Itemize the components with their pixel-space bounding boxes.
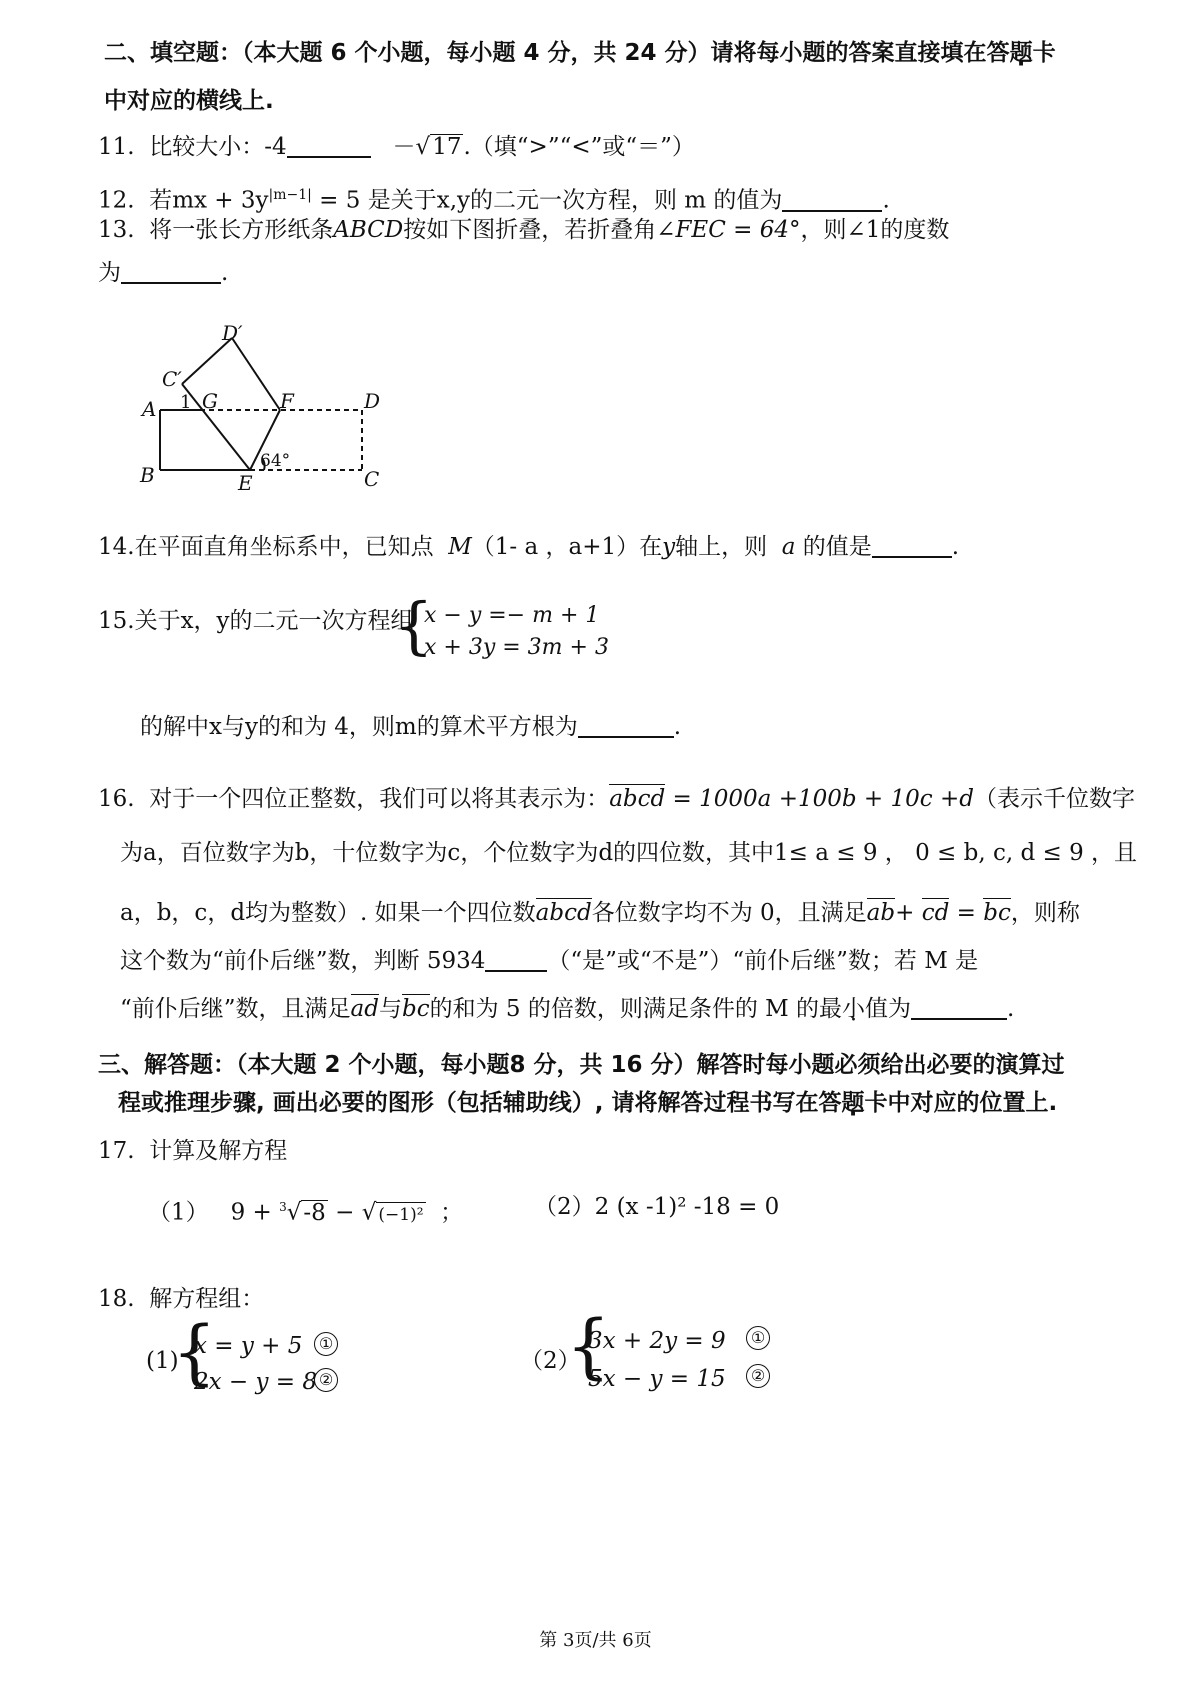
q14-text4: 的值是	[802, 534, 872, 560]
q14-y: y	[662, 534, 676, 560]
folded-paper-figure	[130, 320, 400, 500]
q16-text5d: 为	[888, 996, 912, 1022]
q14-text3: 轴上，则	[675, 534, 768, 560]
q14-text2: 在	[639, 534, 663, 560]
question-16-line2: 为a，百位数字为b，十位数字为c，个位数字为d的四位数，其中1≤ a ≤ 9 ， 0 ≤ b, c, d ≤ 9 ，且	[120, 840, 1138, 866]
q11-number: 11.	[98, 134, 135, 160]
q15-equation-1: x − y =− m + 1	[424, 603, 600, 628]
label-D-prime: D′	[222, 321, 243, 345]
q11-tail: .（填“>”“<”或“＝”）	[463, 134, 695, 160]
q16-ad: ad	[350, 996, 379, 1022]
question-16-line1	[98, 784, 1135, 814]
q16-text5c: 的和为 5 的倍数，则满足条件的 M 的	[429, 996, 820, 1022]
q13-line2: 为	[98, 260, 121, 286]
q16-text4b: （“是”或“不是”）“前仆后继”数；若 M 是	[547, 948, 979, 974]
q17-part2	[534, 1192, 779, 1222]
q12-pre: 若	[149, 187, 173, 214]
q17-cube-radicand: -8	[303, 1199, 326, 1226]
q18-part1-label: (1)	[146, 1348, 179, 1374]
label-angle-1: 1	[180, 392, 192, 413]
question-11	[98, 132, 695, 162]
q12-number: 12.	[98, 187, 135, 214]
q18-s2-equation-1: 3x + 2y = 9	[588, 1328, 726, 1354]
question-16-line5	[120, 994, 1014, 1024]
q17-part1-a: 9 +	[230, 1199, 280, 1226]
q16-text5a: “前仆后继”数，且满足	[120, 996, 351, 1022]
q16-end: .	[1007, 996, 1015, 1022]
q12-text: 是关于x,y的二元一次方程，则 m 的值为	[367, 187, 783, 214]
q11-answer-blank[interactable]	[287, 134, 371, 158]
section3-heading-text2: 中对应的位置上.	[887, 1090, 1058, 1116]
q13-text4: 的度数	[880, 217, 950, 243]
q14-coordinates: （1- a ，a+1）	[471, 534, 640, 560]
q13-angle1: ∠1	[846, 217, 881, 243]
q16-bc-2: bc	[401, 996, 430, 1022]
q16-equals: =	[949, 900, 984, 926]
q17-part1-label: （1）	[148, 1199, 209, 1226]
sqrt-icon: √	[415, 134, 431, 160]
q15-end: .	[673, 714, 682, 740]
page-footer: 第 3页/共 6页	[539, 1630, 652, 1651]
label-B: B	[140, 463, 155, 487]
q17-part1-end: ；	[440, 1199, 464, 1226]
q16-answer-blank-1[interactable]	[485, 948, 547, 972]
question-13-line2	[98, 258, 228, 288]
question-18	[98, 1284, 264, 1314]
cube-root-icon: √	[286, 1199, 302, 1226]
q13-angle: ∠FEC = 64°	[656, 217, 801, 243]
q14-number: 14.	[98, 534, 135, 560]
q13-text3: ，则	[800, 217, 847, 243]
brace-icon: {	[172, 1311, 217, 1393]
q18-title: 解方程组：	[149, 1286, 265, 1312]
q11-left-value: -4	[264, 134, 287, 160]
question-15	[98, 606, 414, 636]
question-16-line4	[120, 946, 978, 976]
q14-answer-blank[interactable]	[872, 534, 952, 558]
q16-text3c: ，则称	[1010, 900, 1080, 926]
q16-abcd-2: abcd	[535, 900, 592, 926]
q16-text3b: 各位数字均不为 0，且满足	[591, 900, 867, 926]
q17-part2-label: （2）	[534, 1194, 595, 1220]
section2-heading-line1	[104, 38, 1056, 68]
q17-cube-index: 3	[279, 1200, 287, 1214]
q15-number: 15.	[98, 608, 135, 634]
circle-1-icon: ①	[314, 1332, 338, 1356]
q17-part1	[148, 1192, 463, 1228]
section3-heading-line2	[118, 1088, 1057, 1118]
q15-text: 关于x，y的二元一次方程组	[134, 608, 414, 634]
q16-text1: 对于一个四位正整数，我们可以将其表示为：	[149, 786, 610, 812]
q18-s2-equation-2: 5x − y = 15	[588, 1366, 726, 1392]
q15-answer-blank[interactable]	[578, 714, 674, 738]
circle-1-icon: ①	[746, 1326, 770, 1350]
q16-formula: = 1000a +100b + 10c +d	[665, 786, 974, 812]
section2-heading-line2: 中对应的横线上.	[104, 88, 274, 114]
label-C-prime: C′	[162, 367, 182, 391]
question-16-line3	[120, 898, 1080, 928]
q17-part1-minus: −	[327, 1199, 362, 1226]
section2-heading-emphasis: 答题卡	[986, 40, 1056, 66]
q14-point-M: M	[448, 534, 472, 560]
q17-number: 17.	[98, 1138, 135, 1164]
q16-plus: +	[895, 900, 922, 926]
question-13	[98, 215, 949, 245]
q15-equation-2: x + 3y = 3m + 3	[424, 635, 609, 660]
q15-line2: 的解中x与y的和为 4，则m的算术平方根为	[140, 714, 578, 740]
q13-answer-blank[interactable]	[121, 260, 221, 284]
q17-sqrt-radicand: (−1)²	[376, 1202, 425, 1227]
question-12	[98, 180, 890, 216]
question-17	[98, 1136, 287, 1166]
label-64-degree: 64°	[260, 451, 291, 471]
section2-heading-text: 二、填空题：（本大题 6 个小题，每小题 4 分，共 24 分）请将每小题的答案直接填在	[104, 40, 987, 66]
q18-number: 18.	[98, 1286, 135, 1312]
q12-answer-blank[interactable]	[782, 188, 882, 212]
q12-exponent: |m−1|	[268, 187, 312, 203]
label-D: D	[364, 389, 381, 413]
section3-heading-text: 程或推理步骤, 画出必要的图形（包括辅助线）, 请将解答过程书写在	[118, 1090, 819, 1116]
q18-s1-equation-2: 2x − y = 8	[194, 1369, 318, 1395]
q11-minus: －	[392, 134, 416, 160]
q16-emphasis: 最小值	[819, 996, 889, 1022]
q16-number: 16.	[98, 786, 135, 812]
q16-bc: bc	[983, 900, 1011, 926]
q13-text2: 按如下图折叠，若折叠角	[403, 217, 657, 243]
section3-heading-line1: 三、解答题：（本大题 2 个小题，每小题8 分，共 16 分）解答时每小题必须给出必要的演算过	[98, 1052, 1065, 1078]
q13-text: 将一张长方形纸条	[149, 217, 334, 243]
q13-number: 13.	[98, 217, 135, 243]
q13-abcd: ABCD	[333, 217, 404, 243]
section3-heading-emphasis: 答题卡	[818, 1090, 888, 1116]
q16-ab: ab	[866, 900, 896, 926]
question-15-line2	[140, 712, 681, 742]
q12-expression: mx + 3y	[172, 187, 269, 214]
label-E: E	[238, 471, 253, 495]
q14-end: .	[951, 534, 960, 560]
q16-text4a: 这个数为“前仆后继”数，判断 5934	[120, 948, 486, 974]
sqrt-icon: √	[361, 1199, 377, 1226]
label-F: F	[280, 389, 294, 413]
brace-icon: {	[566, 1305, 611, 1387]
q16-text1c: （表示千位数字	[973, 786, 1135, 812]
label-G: G	[202, 389, 218, 413]
brace-icon: {	[394, 589, 434, 662]
q16-text5b: 与	[378, 996, 402, 1022]
question-14	[98, 532, 959, 562]
edge-DpF	[232, 338, 280, 410]
q12-equals: = 5	[311, 187, 361, 214]
q11-text: 比较大小：	[149, 134, 265, 160]
circle-2-icon: ②	[314, 1368, 338, 1392]
q11-radicand: 17	[432, 134, 462, 160]
q14-text: 在平面直角坐标系中，已知点	[134, 534, 434, 560]
q16-cd: cd	[921, 900, 950, 926]
q14-a: a	[781, 534, 796, 560]
label-C: C	[364, 467, 380, 491]
q16-text3a: a，b，c，d均为整数）. 如果一个四位数	[120, 900, 536, 926]
circle-2-icon: ②	[746, 1364, 770, 1388]
q18-s1-equation-1: x = y + 5	[194, 1333, 303, 1359]
label-A: A	[142, 397, 157, 421]
q13-end: .	[221, 260, 229, 286]
q12-end: .	[882, 187, 890, 214]
q17-title: 计算及解方程	[149, 1138, 288, 1164]
q16-answer-blank-2[interactable]	[911, 996, 1007, 1020]
q16-abcd: abcd	[609, 786, 666, 812]
q18-part2-label: （2）	[520, 1348, 581, 1374]
q17-part2-equation: 2 (x -1)² -18 = 0	[594, 1194, 780, 1220]
